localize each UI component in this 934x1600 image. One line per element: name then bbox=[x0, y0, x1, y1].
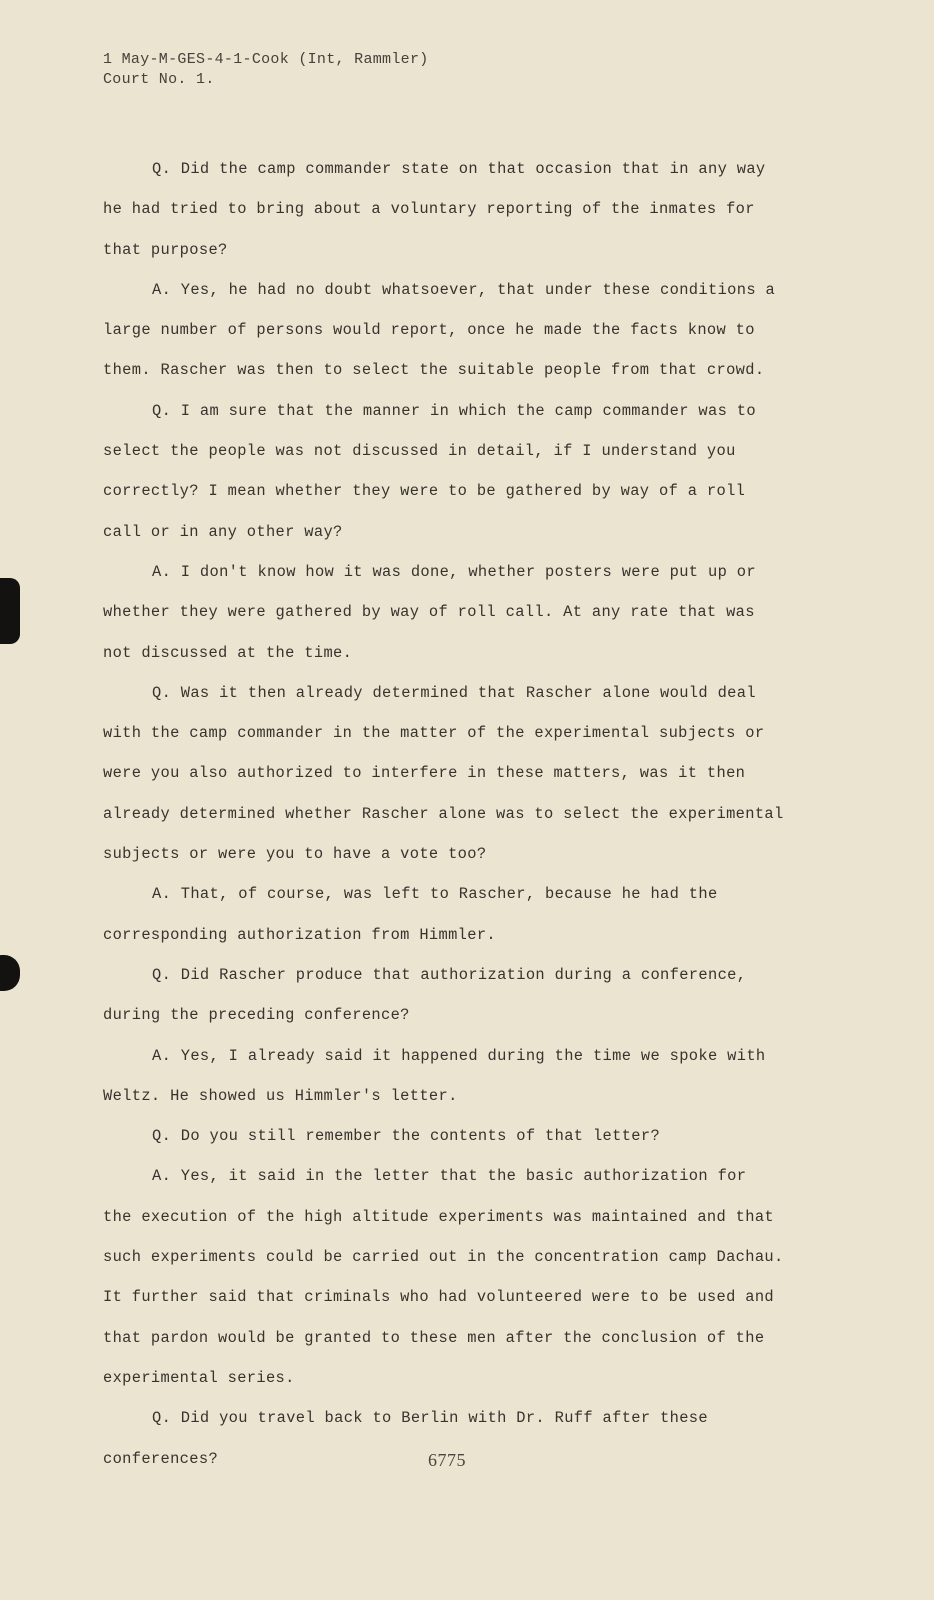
transcript-body bbox=[103, 149, 823, 1479]
transcript-line: select the people was not discussed in detail, if I understand you bbox=[103, 442, 736, 461]
transcript-line: with the camp commander in the matter of the experimental subjects or bbox=[103, 724, 765, 743]
transcript-line: A. That, of course, was left to Rascher, because he had the bbox=[152, 885, 718, 904]
transcript-line: correctly? I mean whether they were to be gathered by way of a roll bbox=[103, 482, 746, 501]
transcript-line: A. Yes, I already said it happened during the time we spoke with bbox=[152, 1046, 766, 1065]
transcript-line: corresponding authorization from Himmler. bbox=[103, 925, 497, 944]
document-header bbox=[103, 50, 429, 90]
header-line: 1 May-M-GES-4-1-Cook (Int, Rammler) bbox=[103, 51, 429, 68]
punch-hole bbox=[0, 955, 20, 991]
transcript-line: A. Yes, he had no doubt whatsoever, that under these conditions a bbox=[152, 280, 776, 299]
transcript-line: he had tried to bring about a voluntary reporting of the inmates for bbox=[103, 200, 755, 219]
transcript-line: the execution of the high altitude experiments was maintained and that bbox=[103, 1207, 775, 1226]
punch-hole bbox=[0, 578, 20, 644]
transcript-line: such experiments could be carried out in the concentration camp Dachau. bbox=[103, 1248, 784, 1267]
transcript-line: during the preceding conference? bbox=[103, 1006, 410, 1025]
transcript-line: whether they were gathered by way of roll call. At any rate that was bbox=[103, 603, 755, 622]
page-number: 6775 bbox=[428, 1450, 466, 1470]
transcript-line: Q. Do you still remember the contents of that letter? bbox=[152, 1127, 661, 1146]
header-line: Court No. 1. bbox=[103, 71, 215, 88]
transcript-line: were you also authorized to interfere in these matters, was it then bbox=[103, 764, 746, 783]
transcript-line: Q. Did Rascher produce that authorization during a conference, bbox=[152, 965, 747, 984]
transcript-line: experimental series. bbox=[103, 1368, 295, 1387]
transcript-line: conferences? bbox=[103, 1449, 219, 1468]
transcript-line: already determined whether Rascher alone was to select the experimental bbox=[103, 804, 784, 823]
transcript-line: Q. Did the camp commander state on that occasion that in any way bbox=[152, 160, 766, 178]
transcript-line: Weltz. He showed us Himmler's letter. bbox=[103, 1086, 458, 1105]
transcript-line: Q. Was it then already determined that Rascher alone would deal bbox=[152, 683, 756, 702]
transcript-line: Q. I am sure that the manner in which the camp commander was to bbox=[152, 401, 756, 420]
transcript-line: not discussed at the time. bbox=[103, 643, 353, 662]
transcript-line: subjects or were you to have a vote too? bbox=[103, 845, 487, 864]
transcript-line: that pardon would be granted to these men after the conclusion of the bbox=[103, 1328, 765, 1347]
transcript-line: that purpose? bbox=[103, 240, 228, 259]
transcript-line: It further said that criminals who had volunteered were to be used and bbox=[103, 1288, 775, 1307]
transcript-line: large number of persons would report, once he made the facts know to bbox=[103, 321, 755, 340]
transcript-line: A. I don't know how it was done, whether posters were put up or bbox=[152, 562, 756, 581]
transcript-line: call or in any other way? bbox=[103, 522, 343, 541]
transcript-line: Q. Did you travel back to Berlin with Dr. Ruff after these bbox=[152, 1409, 708, 1428]
transcript-line: them. Rascher was then to select the suitable people from that crowd. bbox=[103, 361, 765, 380]
transcript-line: A. Yes, it said in the letter that the basic authorization for bbox=[152, 1167, 747, 1186]
